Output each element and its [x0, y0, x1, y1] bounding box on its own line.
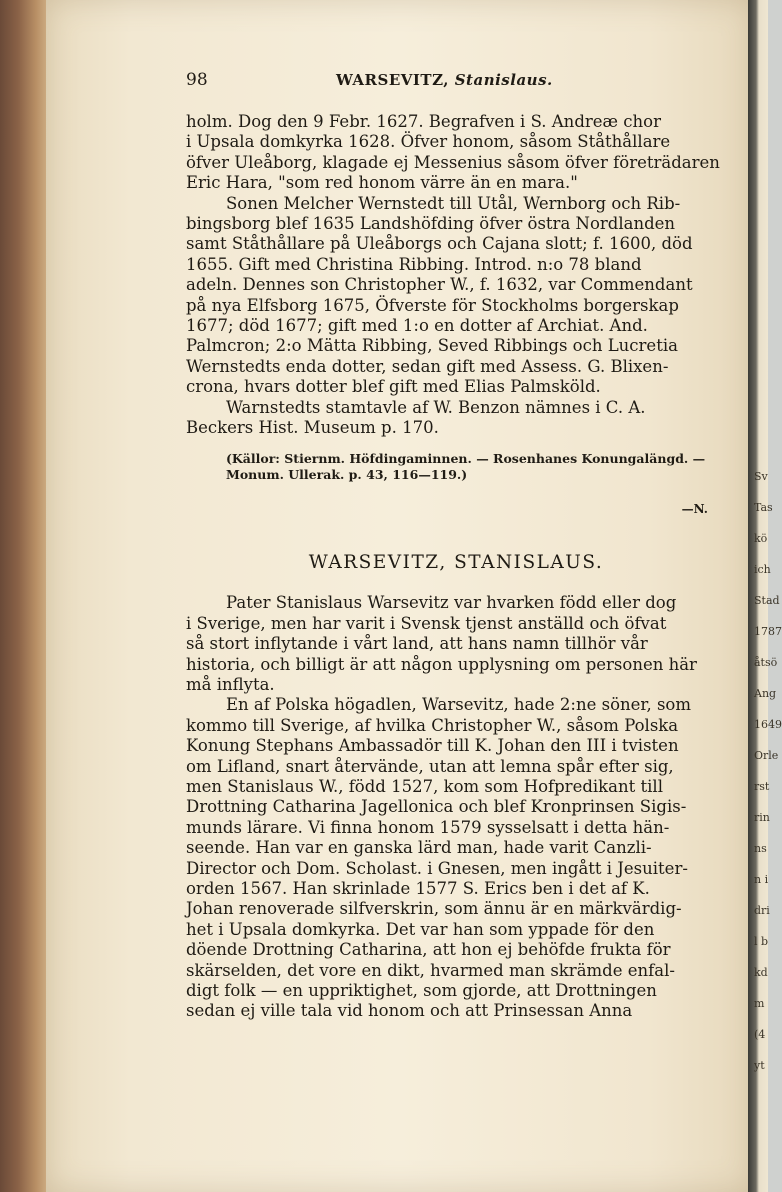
book-binding-edge [0, 0, 52, 1192]
paragraph [186, 695, 726, 1022]
fragment: Orle [754, 749, 779, 762]
section-heading: WARSEVITZ, STANISLAUS. [308, 551, 604, 573]
fragment: Stad [754, 594, 780, 607]
fragment: rin [754, 811, 770, 824]
text-line: holm. Dog den 9 Febr. 1627. Begrafven i S. Andreæ chor [186, 112, 661, 131]
sources-line: (Källor: Stiernm. Höfdingaminnen. — Rosenhanes Konungalängd. — [226, 450, 706, 466]
text-line: Eric Hara, "som red honom värre än en mara." [186, 173, 578, 193]
text-line: Director och Dom. Scholast. i Gnesen, men ingått i Jesuiter- [186, 858, 688, 878]
text-line: Warnstedts stamtavle af W. Benzon nämnes i C. A. [226, 397, 646, 417]
text-line: munds lärare. Vi finna honom 1579 sysselsatt i detta hän- [186, 817, 670, 837]
text-line: i Sverige, men har varit i Svensk tjenst anställd och öfvat [186, 613, 667, 633]
paragraph [186, 593, 726, 695]
fragment: rst [754, 780, 770, 793]
text-line: Palmcron; 2:o Mätta Ribbing, Seved Ribbings och Lucretia [186, 336, 678, 356]
fragment: Tas [754, 501, 773, 514]
running-title [336, 70, 553, 90]
page-text [186, 70, 726, 1022]
text-line: på nya Elfsborg 1675, Öfverste för Stockholms borgerskap [186, 295, 679, 315]
text-line: om Lifland, snart återvände, utan att lemna spår efter sig, [186, 756, 674, 776]
text-line: het i Upsala domkyrka. Det var han som yppade för den [186, 919, 655, 939]
text-line: kommo till Sverige, af hvilka Christopher W., såsom Polska [186, 715, 679, 735]
fragment: (4 [754, 1028, 766, 1041]
text-line: så stort inflytande i vårt land, att hans namn tillhör vår [186, 634, 648, 654]
text-line: Johan renoverade silfverskrin, som ännu är en märkvärdig- [186, 899, 682, 919]
fragment: åtsö [754, 656, 778, 669]
text-line: 1677; död 1677; gift med 1:o en dotter af Archiat. And. [186, 316, 648, 336]
text-line: samt Ståthållare på Uleåborgs och Cajana slott; f. 1600, död [186, 234, 693, 254]
text-line: öfver Uleåborg, klagade ej Messenius såsom öfver företrädaren [186, 152, 720, 172]
running-header [186, 70, 726, 94]
text-line: men Stanislaus W., född 1527, kom som Hofpredikant till [186, 776, 663, 796]
text-line: Konung Stephans Ambassadör till K. Johan den III i tvisten [186, 736, 679, 756]
text-line: i Upsala domkyrka 1628. Öfver honom, såsom Ståthållare [186, 132, 671, 152]
fragment: yt [754, 1059, 765, 1072]
text-line: Wernstedts enda dotter, sedan gift med Assess. G. Blixen- [186, 356, 669, 376]
fragment: m [754, 997, 765, 1010]
paragraph [186, 194, 726, 398]
sources-line: Monum. Ullerak. p. 43, 116—119.) [226, 466, 468, 482]
running-title-name: Stanislaus. [454, 71, 553, 89]
text-line: Pater Stanislaus Warsevitz var hvarken född eller dog [226, 593, 677, 613]
fragment: n i [754, 873, 769, 886]
text-line: adeln. Dennes son Christopher W., f. 1632, var Commendant [186, 275, 693, 295]
text-line: Beckers Hist. Museum p. 170. [186, 418, 439, 438]
text-line: crona, hvars dotter blef gift med Elias Palmsköld. [186, 377, 601, 397]
fragment: 1649 [754, 718, 782, 731]
text-line: 1655. Gift med Christina Ribbing. Introd. n:o 78 bland [186, 254, 642, 274]
text-line: sedan ej ville tala vid honom och att Prinsessan Anna [186, 1001, 633, 1021]
fragment: 1787 [754, 625, 782, 638]
fragment: dri [754, 904, 770, 917]
fragment: l b [754, 935, 769, 948]
paragraph [186, 398, 726, 439]
text-line: bingsborg blef 1635 Landshöfding öfver östra Nordlanden [186, 214, 676, 234]
text-line: skärselden, det vore en dikt, hvarmed man skrämde enfal- [186, 960, 675, 980]
facing-page-fragments [754, 470, 782, 1072]
fragment: Sv [754, 470, 768, 483]
text-line: digt folk — en uppriktighet, som gjorde, att Drottningen [186, 981, 657, 1001]
text-line: döende Drottning Catharina, att hon ej behöfde frukta för [186, 940, 671, 960]
fragment: ich [754, 563, 771, 576]
running-title-surname: WARSEVITZ, [336, 71, 449, 89]
text-line: En af Polska högadlen, Warsevitz, hade 2:ne söner, som [226, 695, 692, 715]
text-line: Sonen Melcher Wernstedt till Utål, Wernborg och Rib- [226, 193, 681, 213]
text-line: orden 1567. Han skrinlade 1577 S. Erics ben i det af K. [186, 879, 650, 898]
text-line: Drottning Catharina Jagellonica och blef Kronprinsen Sigis- [186, 797, 687, 817]
sources-note [186, 451, 726, 483]
author-signature: —N. [681, 501, 708, 516]
fragment: kö [754, 532, 768, 545]
fragment: kd [754, 966, 768, 979]
fragment: Ang [754, 687, 777, 700]
text-line: historia, och billigt är att någon upplysning om personen här [186, 654, 697, 674]
text-line: seende. Han var en ganska lärd man, hade varit Canzli- [186, 838, 652, 858]
text-line: må inflyta. [186, 674, 275, 694]
fragment: ns [754, 842, 767, 855]
paragraph [186, 112, 726, 194]
page-number: 98 [186, 70, 208, 90]
